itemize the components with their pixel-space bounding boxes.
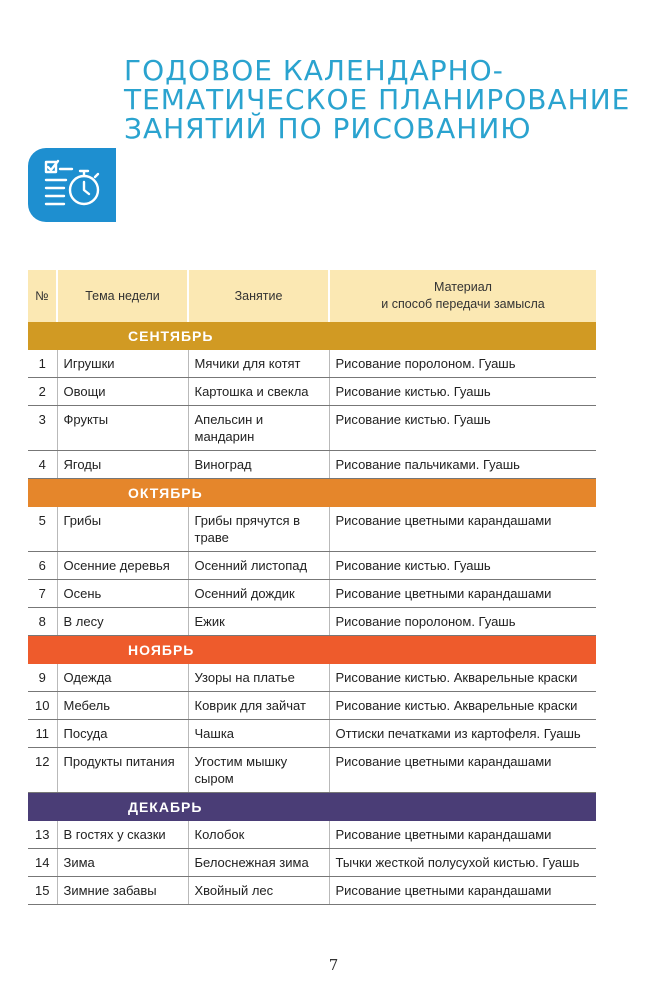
row-material: Рисование кистью. Акварельные краски xyxy=(329,664,596,692)
row-material: Рисование цветными карандашами xyxy=(329,821,596,849)
row-num: 10 xyxy=(28,692,57,720)
row-lesson: Осенний листопад xyxy=(188,552,329,580)
row-topic: Грибы xyxy=(57,507,188,552)
table-row xyxy=(28,877,596,905)
row-topic: Посуда xyxy=(57,720,188,748)
row-lesson: Осенний дождик xyxy=(188,580,329,608)
header-material-line-1: Материал xyxy=(434,280,492,294)
month-label: НОЯБРЬ xyxy=(28,636,596,665)
row-num: 8 xyxy=(28,608,57,636)
row-num: 7 xyxy=(28,580,57,608)
row-lesson: Грибы прячутся в траве xyxy=(188,507,329,552)
table-row xyxy=(28,350,596,378)
row-num: 4 xyxy=(28,451,57,479)
row-lesson: Коврик для зайчат xyxy=(188,692,329,720)
header-material xyxy=(329,270,596,322)
row-num: 13 xyxy=(28,821,57,849)
row-lesson: Узоры на платье xyxy=(188,664,329,692)
row-material: Оттиски печатками из картофеля. Гуашь xyxy=(329,720,596,748)
row-topic: Зима xyxy=(57,849,188,877)
row-lesson: Угостим мышку сыром xyxy=(188,748,329,793)
row-lesson: Белоснежная зима xyxy=(188,849,329,877)
row-material: Рисование кистью. Гуашь xyxy=(329,406,596,451)
row-material: Рисование поролоном. Гуашь xyxy=(329,608,596,636)
row-num: 3 xyxy=(28,406,57,451)
row-lesson: Колобок xyxy=(188,821,329,849)
row-num: 1 xyxy=(28,350,57,378)
row-material: Тычки жесткой полусухой кистью. Гуашь xyxy=(329,849,596,877)
month-row-september xyxy=(28,322,596,350)
row-lesson: Чашка xyxy=(188,720,329,748)
row-material: Рисование поролоном. Гуашь xyxy=(329,350,596,378)
month-row-november xyxy=(28,636,596,665)
table-header-row xyxy=(28,270,596,322)
month-row-december xyxy=(28,793,596,822)
row-material: Рисование кистью. Гуашь xyxy=(329,378,596,406)
row-lesson: Апельсин и мандарин xyxy=(188,406,329,451)
row-material: Рисование пальчиками. Гуашь xyxy=(329,451,596,479)
checklist-stopwatch-icon xyxy=(42,158,106,212)
table-row xyxy=(28,552,596,580)
table-row xyxy=(28,664,596,692)
row-num: 2 xyxy=(28,378,57,406)
table-row xyxy=(28,692,596,720)
row-num: 5 xyxy=(28,507,57,552)
month-row-october xyxy=(28,479,596,508)
row-lesson: Картошка и свекла xyxy=(188,378,329,406)
row-num: 6 xyxy=(28,552,57,580)
row-topic: Игрушки xyxy=(57,350,188,378)
month-label: ДЕКАБРЬ xyxy=(28,793,596,822)
row-material: Рисование цветными карандашами xyxy=(329,877,596,905)
table-row xyxy=(28,849,596,877)
table-row xyxy=(28,748,596,793)
page-number: 7 xyxy=(328,956,339,974)
table-row xyxy=(28,580,596,608)
row-material: Рисование цветными карандашами xyxy=(329,748,596,793)
row-lesson: Мячики для котят xyxy=(188,350,329,378)
title-line-2: ТЕМАТИЧЕСКОЕ ПЛАНИРОВАНИЕ xyxy=(124,83,631,116)
row-topic: Осенние деревья xyxy=(57,552,188,580)
row-topic: Осень xyxy=(57,580,188,608)
row-lesson: Виноград xyxy=(188,451,329,479)
row-topic: Зимние забавы xyxy=(57,877,188,905)
row-topic: Мебель xyxy=(57,692,188,720)
table-row xyxy=(28,608,596,636)
header-lesson: Занятие xyxy=(188,270,329,322)
row-material: Рисование кистью. Гуашь xyxy=(329,552,596,580)
table-row xyxy=(28,378,596,406)
table-row xyxy=(28,821,596,849)
title-line-1: ГОДОВОЕ КАЛЕНДАРНО- xyxy=(124,54,504,87)
header-num: № xyxy=(28,270,57,322)
table-row xyxy=(28,451,596,479)
header-material-line-2: и способ передачи замысла xyxy=(381,297,545,311)
table-row xyxy=(28,406,596,451)
row-num: 9 xyxy=(28,664,57,692)
row-topic: Ягоды xyxy=(57,451,188,479)
table-row xyxy=(28,720,596,748)
row-lesson: Ежик xyxy=(188,608,329,636)
row-lesson: Хвойный лес xyxy=(188,877,329,905)
table-row xyxy=(28,507,596,552)
row-num: 11 xyxy=(28,720,57,748)
planning-table xyxy=(28,270,596,905)
row-topic: Фрукты xyxy=(57,406,188,451)
row-material: Рисование цветными карандашами xyxy=(329,580,596,608)
row-num: 14 xyxy=(28,849,57,877)
header-topic: Тема недели xyxy=(57,270,188,322)
section-icon-box xyxy=(28,148,116,222)
month-label: ОКТЯБРЬ xyxy=(28,479,596,508)
row-num: 15 xyxy=(28,877,57,905)
row-material: Рисование цветными карандашами xyxy=(329,507,596,552)
page-title xyxy=(124,56,644,143)
row-topic: В гостях у сказки xyxy=(57,821,188,849)
row-topic: Овощи xyxy=(57,378,188,406)
title-line-3: ЗАНЯТИЙ ПО РИСОВАНИЮ xyxy=(124,112,532,145)
row-num: 12 xyxy=(28,748,57,793)
row-topic: В лесу xyxy=(57,608,188,636)
month-label: СЕНТЯБРЬ xyxy=(28,322,596,350)
row-topic: Продукты питания xyxy=(57,748,188,793)
row-material: Рисование кистью. Акварельные краски xyxy=(329,692,596,720)
row-topic: Одежда xyxy=(57,664,188,692)
